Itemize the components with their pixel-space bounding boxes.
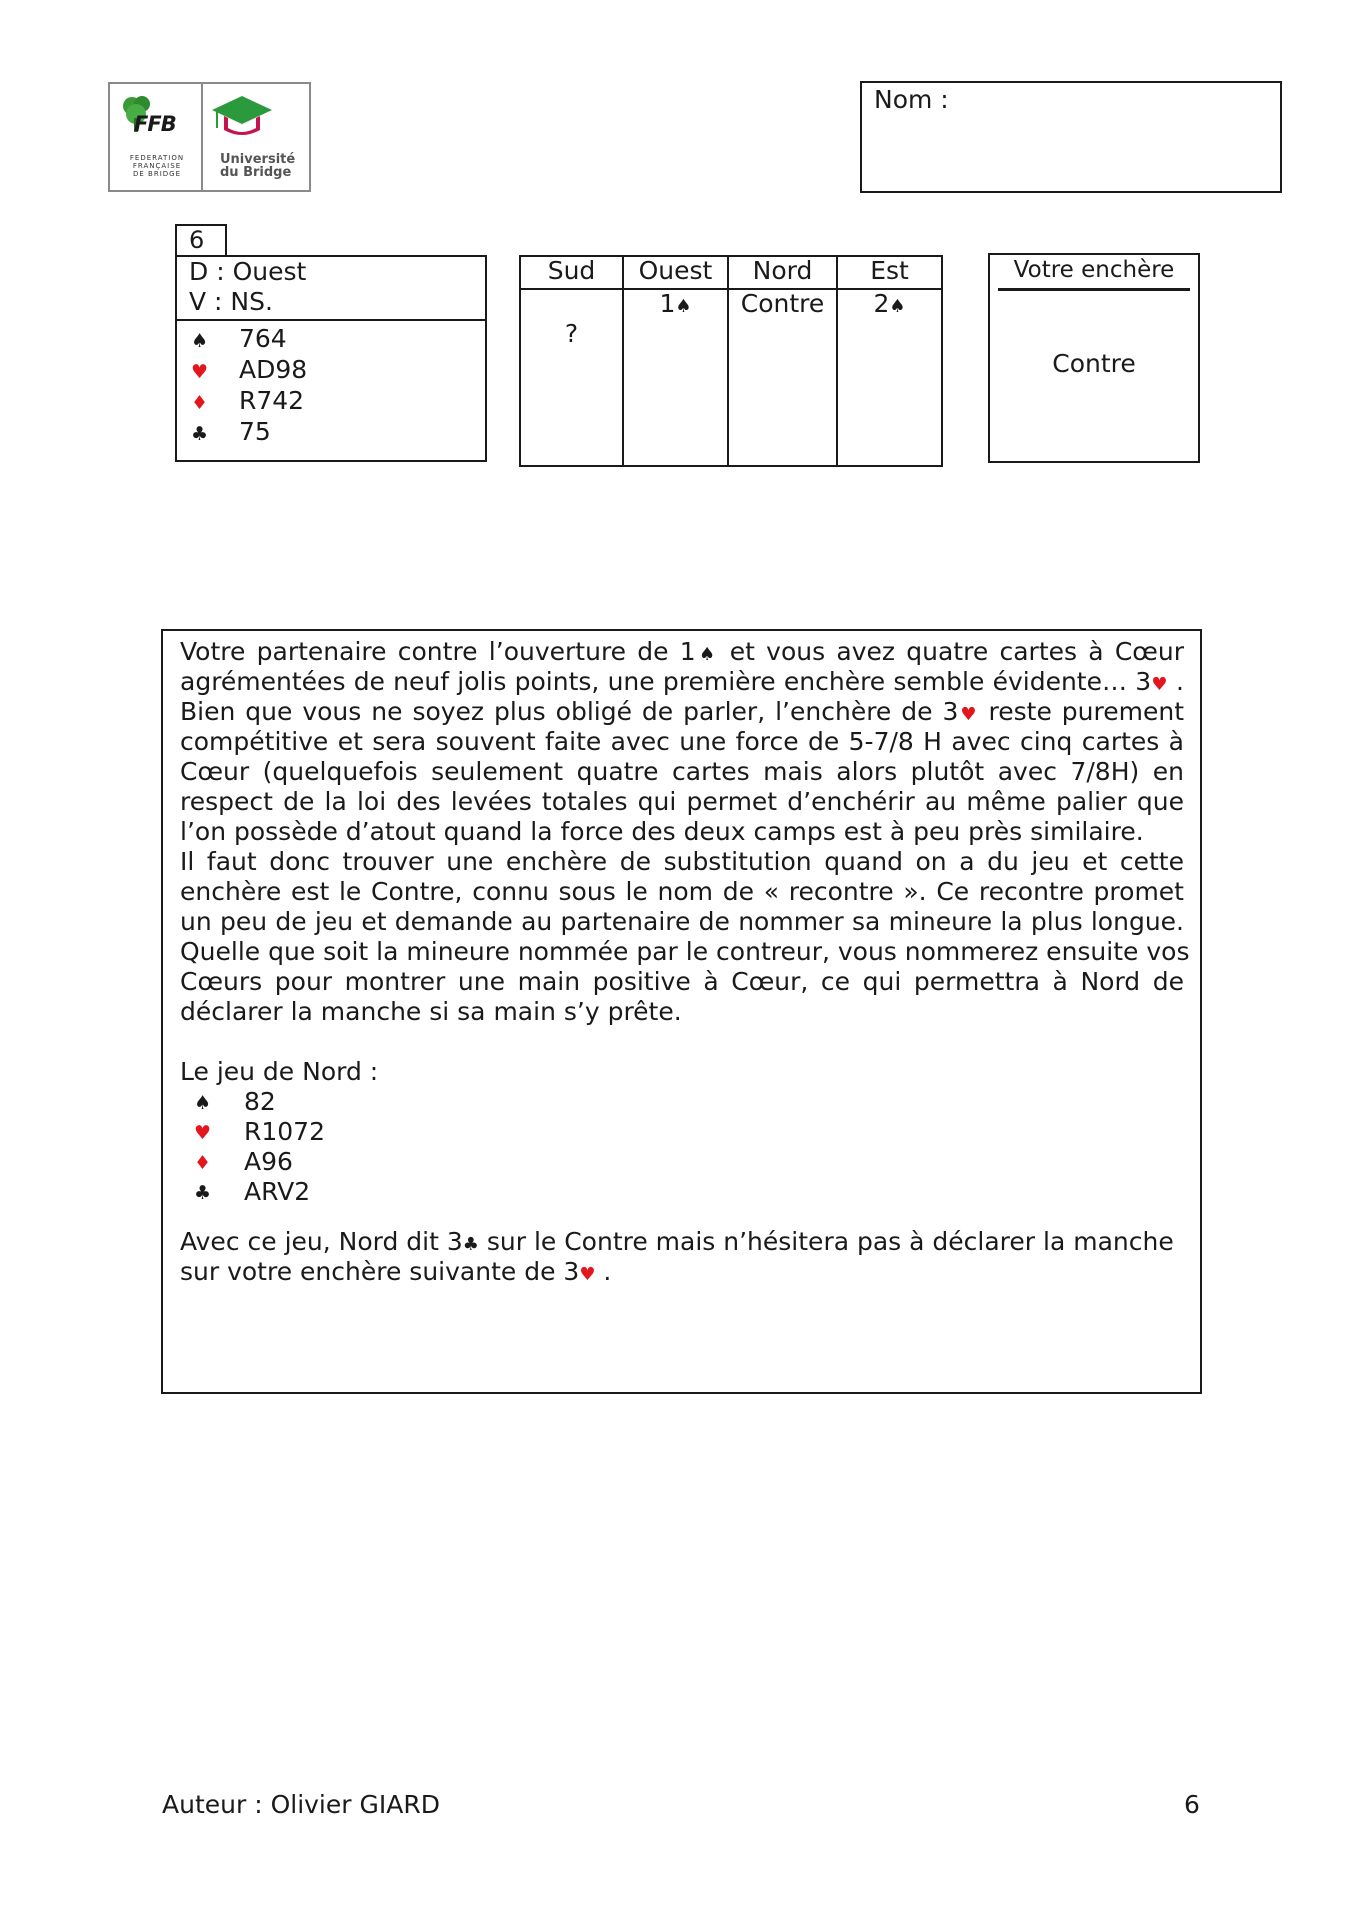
- north-hand-title: Le jeu de Nord :: [180, 1057, 379, 1086]
- explanation-line: l’on possède d’atout quand la force des deux camps est à peu près similaire.: [180, 817, 1144, 846]
- heart-icon: ♥: [579, 1264, 596, 1285]
- explanation-line: agrémentées de neuf jolis points, une première enchère semble évidente… 3♥ .: [180, 667, 1184, 696]
- answer-box: [988, 253, 1200, 463]
- spade-icon: ♠: [695, 644, 719, 665]
- hand-panel: [175, 255, 487, 462]
- diamond-icon: ♦: [194, 1152, 212, 1174]
- north-hearts: R1072: [244, 1117, 325, 1146]
- deal-number: 6: [175, 224, 227, 257]
- hand-divider: [177, 319, 485, 321]
- bid-est: 2♠: [873, 289, 906, 318]
- header-sud: Sud: [547, 256, 596, 285]
- spade-icon: ♠: [194, 1092, 212, 1114]
- dealer-label: D : Ouest: [189, 257, 307, 286]
- ffb-universite-logo: [108, 82, 311, 192]
- hand-spades: 764: [239, 324, 287, 353]
- explanation-line: déclarer la manche si sa main s’y prête.: [180, 997, 682, 1026]
- bidding-table: [519, 255, 943, 467]
- hand-hearts: AD98: [239, 355, 308, 384]
- heart-icon: ♥: [191, 361, 209, 383]
- header-est: Est: [870, 256, 909, 285]
- diamond-icon: ♦: [191, 392, 209, 414]
- vulnerability-label: V : NS.: [189, 287, 273, 316]
- explanation-line: compétitive et sera souvent faite avec une force de 5-7/8 H avec cinq cartes à: [180, 727, 1184, 756]
- name-label: Nom :: [874, 85, 949, 114]
- header-nord: Nord: [752, 256, 813, 285]
- north-clubs: ARV2: [244, 1177, 311, 1206]
- explanation-line: enchère est le Contre, connu sous le nom de « recontre ». Ce recontre promet: [180, 877, 1184, 906]
- hand-diamonds: R742: [239, 386, 305, 415]
- explanation-line: un peu de jeu et demande au partenaire de nommer sa mineure la plus longue.: [180, 907, 1184, 936]
- explanation-line: respect de la loi des levées totales qui permet d’enchérir au même palier que: [180, 787, 1184, 816]
- heart-icon: ♥: [194, 1122, 212, 1144]
- federation-text: FEDERATION FRANÇAISE DE BRIDGE: [129, 154, 185, 178]
- name-field[interactable]: [860, 81, 1282, 193]
- bid-sud: ?: [564, 319, 579, 348]
- explanation-line: sur votre enchère suivante de 3♥ .: [180, 1257, 612, 1286]
- graduation-cap-icon: [210, 94, 274, 142]
- footer-author: Auteur : Olivier GIARD: [162, 1790, 440, 1819]
- club-icon: ♣: [462, 1234, 479, 1255]
- hand-clubs: 75: [239, 417, 271, 446]
- explanation-line: Cœur (quelquefois seulement quatre cartes mais alors plutôt avec 7/8H) en: [180, 757, 1184, 786]
- answer-value: Contre: [1052, 349, 1136, 378]
- ffb-wordmark: FFB: [134, 112, 176, 136]
- page-number: 6: [1184, 1790, 1200, 1819]
- answer-underline: [998, 288, 1190, 291]
- universite-text: Université du Bridge: [220, 152, 296, 180]
- spade-icon: ♠: [191, 330, 209, 352]
- heart-icon: ♥: [958, 704, 979, 725]
- logo-divider: [201, 84, 203, 190]
- header-ouest: Ouest: [638, 256, 713, 285]
- explanation-line: Cœurs pour montrer une main positive à Cœur, ce qui permettra à Nord de: [180, 967, 1184, 996]
- club-icon: ♣: [194, 1182, 212, 1204]
- explanation-line: Votre partenaire contre l’ouverture de 1♠ et vous avez quatre cartes à Cœur: [180, 637, 1185, 666]
- explanation-line: Quelle que soit la mineure nommée par le contreur, vous nommerez ensuite vos: [180, 937, 1190, 966]
- heart-icon: ♥: [1151, 674, 1168, 695]
- spade-icon: ♠: [889, 296, 906, 317]
- north-diamonds: A96: [244, 1147, 293, 1176]
- explanation-line: Il faut donc trouver une enchère de substitution quand on a du jeu et cette: [180, 847, 1184, 876]
- club-icon: ♣: [191, 423, 209, 445]
- explanation-line: Bien que vous ne soyez plus obligé de parler, l’enchère de 3♥ reste purement: [180, 697, 1185, 726]
- north-spades: 82: [244, 1087, 276, 1116]
- answer-title: Votre enchère: [1013, 257, 1175, 283]
- spade-icon: ♠: [675, 296, 692, 317]
- bid-ouest: 1♠: [659, 289, 692, 318]
- bid-nord: Contre: [740, 289, 825, 318]
- explanation-line: Avec ce jeu, Nord dit 3♣ sur le Contre mais n’hésitera pas à déclarer la manche: [180, 1227, 1174, 1256]
- explanation-box: [161, 629, 1202, 1394]
